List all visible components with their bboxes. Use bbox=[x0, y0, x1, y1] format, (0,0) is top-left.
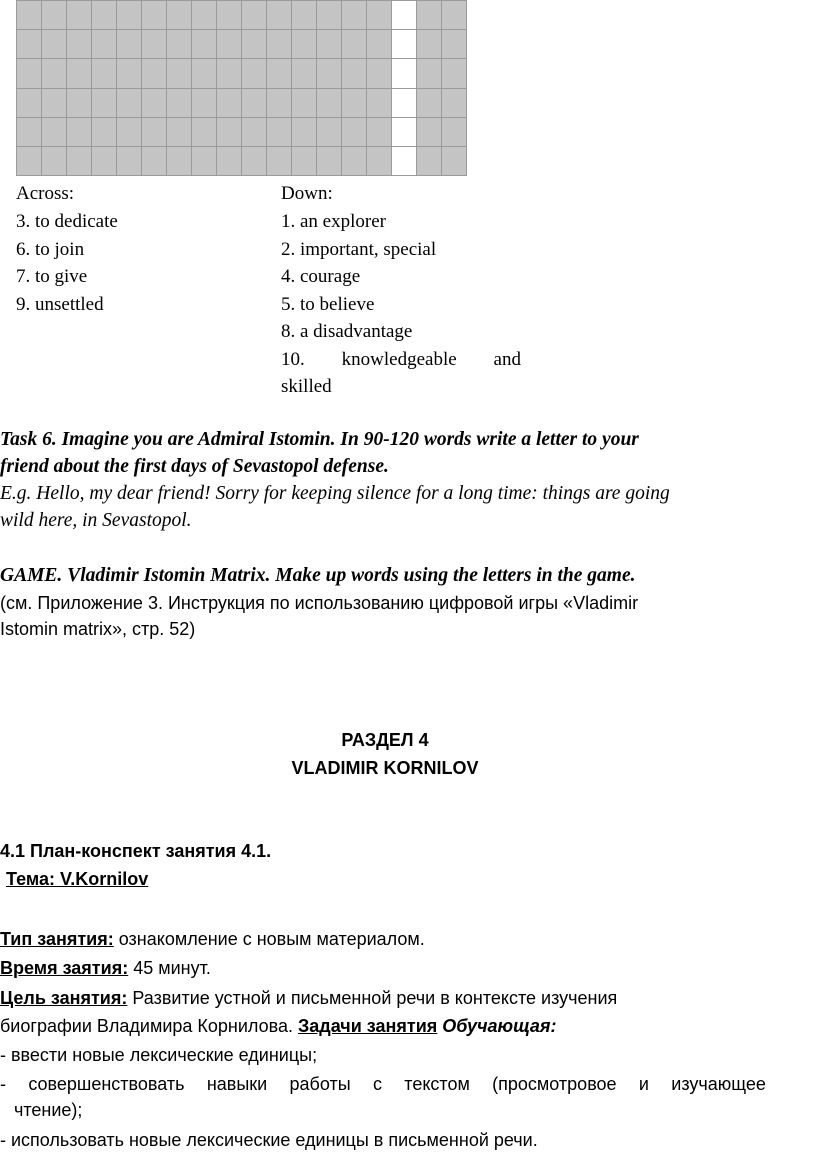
task6-example-line1: E.g. Hello, my dear friend! Sorry for keeping silence for a long time: things are going bbox=[0, 483, 670, 504]
crossword-cell bbox=[67, 147, 92, 176]
crossword-cell bbox=[442, 118, 467, 147]
crossword-cell bbox=[192, 147, 217, 176]
crossword-cell bbox=[17, 118, 42, 147]
crossword-cell bbox=[67, 30, 92, 59]
lesson-bullet-1: - ввести новые лексические единицы; bbox=[0, 1045, 318, 1065]
lesson-bullet-2-word: совершенствовать bbox=[28, 1074, 185, 1094]
lesson-bullet-2-line2: чтение); bbox=[14, 1100, 83, 1120]
crossword-cell bbox=[367, 30, 392, 59]
crossword-cell bbox=[117, 89, 142, 118]
crossword-cell bbox=[417, 147, 442, 176]
crossword-cell bbox=[267, 1, 292, 30]
across-clue: 7. to give bbox=[16, 266, 88, 287]
crossword-cell bbox=[42, 89, 67, 118]
lesson-tasks-type: Обучающая: bbox=[437, 1016, 557, 1036]
crossword-cell bbox=[192, 89, 217, 118]
crossword-cell bbox=[317, 89, 342, 118]
lesson-bullet-2-word: навыки bbox=[206, 1074, 268, 1094]
task6-title-line1: Task 6. Imagine you are Admiral Istomin. In 90-120 words write a letter to your bbox=[0, 429, 639, 450]
crossword-cell bbox=[267, 30, 292, 59]
lesson-tasks-label: Задачи занятия bbox=[298, 1016, 438, 1036]
lesson-topic bbox=[6, 866, 148, 892]
crossword-cell bbox=[267, 59, 292, 88]
task6-example bbox=[0, 480, 800, 534]
crossword-cell bbox=[442, 147, 467, 176]
down-clue-10-word: 10. bbox=[281, 348, 305, 370]
crossword-cell bbox=[167, 118, 192, 147]
lesson-time-value: 45 минут. bbox=[128, 958, 211, 978]
crossword-cell bbox=[192, 1, 217, 30]
crossword-cell bbox=[292, 1, 317, 30]
lesson-type bbox=[0, 926, 425, 952]
crossword-cell bbox=[42, 30, 67, 59]
crossword-cell bbox=[342, 30, 367, 59]
crossword-cell bbox=[242, 59, 267, 88]
crossword-cell bbox=[417, 118, 442, 147]
crossword-cell bbox=[42, 118, 67, 147]
section-subtitle: VLADIMIR KORNILOV bbox=[291, 758, 479, 778]
crossword-cell bbox=[17, 30, 42, 59]
crossword-cell bbox=[392, 89, 417, 118]
crossword-cell bbox=[117, 118, 142, 147]
lesson-topic-text: Тема: V.Kornilov bbox=[6, 869, 149, 889]
down-clue: 8. a disadvantage bbox=[281, 321, 413, 342]
crossword-cell bbox=[92, 118, 117, 147]
crossword-cell bbox=[217, 59, 242, 88]
lesson-bullet-2-word: - bbox=[0, 1074, 6, 1094]
crossword-cell bbox=[317, 1, 342, 30]
across-clues bbox=[16, 180, 118, 318]
crossword-cell bbox=[442, 59, 467, 88]
down-clue-10-line2: skilled bbox=[281, 376, 332, 397]
crossword-cell bbox=[367, 147, 392, 176]
crossword-cell bbox=[342, 59, 367, 88]
crossword-cell bbox=[117, 1, 142, 30]
crossword-cell bbox=[417, 30, 442, 59]
lesson-goal-value: Развитие устной и письменной речи в контексте изучения bbox=[127, 988, 618, 1008]
lesson-bullet-2-word: текстом bbox=[404, 1074, 470, 1094]
crossword-cell bbox=[17, 147, 42, 176]
crossword-cell bbox=[242, 1, 267, 30]
crossword-cell bbox=[292, 89, 317, 118]
crossword-cell bbox=[42, 147, 67, 176]
crossword-cell bbox=[142, 30, 167, 59]
crossword-cell bbox=[342, 147, 367, 176]
lesson-goal-cont: биографии Владимира Корнилова. bbox=[0, 1016, 299, 1036]
crossword-cell bbox=[342, 89, 367, 118]
crossword-cell bbox=[392, 1, 417, 30]
plan-title: 4.1 План-конспект занятия 4.1. bbox=[0, 841, 272, 861]
crossword-cell bbox=[167, 89, 192, 118]
crossword-cell bbox=[67, 1, 92, 30]
game-note-line2: Istomin matrix», стр. 52) bbox=[0, 619, 196, 639]
crossword-cell bbox=[242, 147, 267, 176]
crossword-cell bbox=[417, 1, 442, 30]
crossword-cell bbox=[192, 118, 217, 147]
crossword-cell bbox=[292, 59, 317, 88]
crossword-cell bbox=[142, 59, 167, 88]
crossword-cell bbox=[217, 89, 242, 118]
crossword-cell bbox=[17, 59, 42, 88]
across-clue: 6. to join bbox=[16, 238, 85, 260]
lesson-time-label: Время заятия: bbox=[0, 958, 129, 978]
lesson-goal-continued bbox=[0, 1013, 557, 1039]
down-clue: 5. to believe bbox=[281, 293, 375, 315]
task6-title-line2: friend about the first days of Sevastopol defense. bbox=[0, 456, 389, 477]
down-clue: 2. important, special bbox=[281, 238, 437, 260]
crossword-cell bbox=[192, 59, 217, 88]
crossword-cell bbox=[42, 1, 67, 30]
crossword-cell bbox=[217, 118, 242, 147]
crossword-cell bbox=[67, 59, 92, 88]
crossword-cell bbox=[342, 118, 367, 147]
crossword-cell bbox=[367, 59, 392, 88]
crossword-cell bbox=[17, 1, 42, 30]
crossword-cell bbox=[192, 30, 217, 59]
crossword-cell bbox=[267, 147, 292, 176]
down-title: Down: bbox=[281, 183, 333, 204]
down-clue-10-word: and bbox=[493, 348, 521, 370]
crossword-cell bbox=[92, 30, 117, 59]
lesson-bullet-2-word: и bbox=[638, 1074, 649, 1094]
crossword-cell bbox=[392, 147, 417, 176]
down-clue: 4. courage bbox=[281, 266, 361, 287]
crossword-cell bbox=[217, 1, 242, 30]
crossword-cell bbox=[367, 118, 392, 147]
crossword-cell bbox=[92, 147, 117, 176]
down-clues bbox=[281, 180, 521, 401]
crossword-cell bbox=[392, 30, 417, 59]
crossword-cell bbox=[42, 59, 67, 88]
crossword-cell bbox=[142, 118, 167, 147]
across-clue: 3. to dedicate bbox=[16, 211, 118, 232]
crossword-cell bbox=[67, 118, 92, 147]
crossword-cell bbox=[67, 89, 92, 118]
crossword-cell bbox=[367, 89, 392, 118]
crossword-cell bbox=[167, 30, 192, 59]
crossword-cell bbox=[317, 59, 342, 88]
down-clue-10-line1 bbox=[281, 346, 521, 374]
crossword-cell bbox=[242, 30, 267, 59]
crossword-cell bbox=[442, 89, 467, 118]
crossword-cell bbox=[167, 147, 192, 176]
crossword-cell bbox=[242, 89, 267, 118]
crossword-cell bbox=[92, 59, 117, 88]
crossword-cell bbox=[167, 59, 192, 88]
crossword-cell bbox=[317, 30, 342, 59]
crossword-cell bbox=[442, 1, 467, 30]
crossword-cell bbox=[417, 89, 442, 118]
across-clue: 9. unsettled bbox=[16, 293, 104, 315]
section-title: РАЗДЕЛ 4 bbox=[341, 730, 429, 750]
crossword-cell bbox=[117, 30, 142, 59]
lesson-type-value: ознакомление с новым материалом. bbox=[113, 929, 425, 949]
crossword-cell bbox=[292, 30, 317, 59]
crossword-cell bbox=[17, 89, 42, 118]
crossword-cell bbox=[142, 147, 167, 176]
crossword-cell bbox=[442, 30, 467, 59]
task6-title bbox=[0, 426, 800, 480]
crossword-cell bbox=[342, 1, 367, 30]
crossword-cell bbox=[142, 1, 167, 30]
game-title: GAME. Vladimir Istomin Matrix. Make up words using the letters in the game. bbox=[0, 565, 636, 586]
crossword-cell bbox=[292, 118, 317, 147]
crossword-cell bbox=[92, 1, 117, 30]
crossword-cell bbox=[117, 59, 142, 88]
lesson-bullet-2-word: изучающее bbox=[671, 1074, 766, 1094]
lesson-goal bbox=[0, 985, 617, 1011]
down-clue-10-word: knowledgeable bbox=[341, 348, 457, 370]
crossword-cell bbox=[267, 89, 292, 118]
lesson-goal-label: Цель занятия: bbox=[0, 988, 128, 1008]
crossword-cell bbox=[317, 147, 342, 176]
crossword-cell bbox=[242, 118, 267, 147]
crossword-cell bbox=[217, 30, 242, 59]
crossword-cell bbox=[217, 147, 242, 176]
lesson-bullet-2-line1 bbox=[0, 1071, 766, 1097]
crossword-cell bbox=[267, 118, 292, 147]
across-title: Across: bbox=[16, 183, 75, 204]
crossword-cell bbox=[292, 147, 317, 176]
task6-example-line2: wild here, in Sevastopol. bbox=[0, 510, 192, 531]
crossword-cell bbox=[167, 1, 192, 30]
crossword-cell bbox=[92, 89, 117, 118]
crossword-cell bbox=[142, 89, 167, 118]
crossword-cell bbox=[117, 147, 142, 176]
game-note-line1: (см. Приложение 3. Инструкция по использованию цифровой игры «Vladimir bbox=[0, 593, 639, 613]
lesson-time bbox=[0, 955, 211, 981]
lesson-bullet-2-word: с bbox=[372, 1074, 382, 1094]
crossword-cell bbox=[367, 1, 392, 30]
lesson-bullet-2-word: (просмотровое bbox=[492, 1074, 617, 1094]
crossword-cell bbox=[417, 59, 442, 88]
lesson-bullet-3: - использовать новые лексические единицы в письменной речи. bbox=[0, 1130, 538, 1150]
down-clue: 1. an explorer bbox=[281, 211, 386, 232]
crossword-cell bbox=[317, 118, 342, 147]
crossword-cell bbox=[392, 118, 417, 147]
lesson-bullet-2-word: работы bbox=[289, 1074, 351, 1094]
game-note bbox=[0, 590, 638, 642]
crossword-cell bbox=[392, 59, 417, 88]
lesson-type-label: Тип занятия: bbox=[0, 929, 114, 949]
crossword-grid bbox=[16, 0, 467, 176]
